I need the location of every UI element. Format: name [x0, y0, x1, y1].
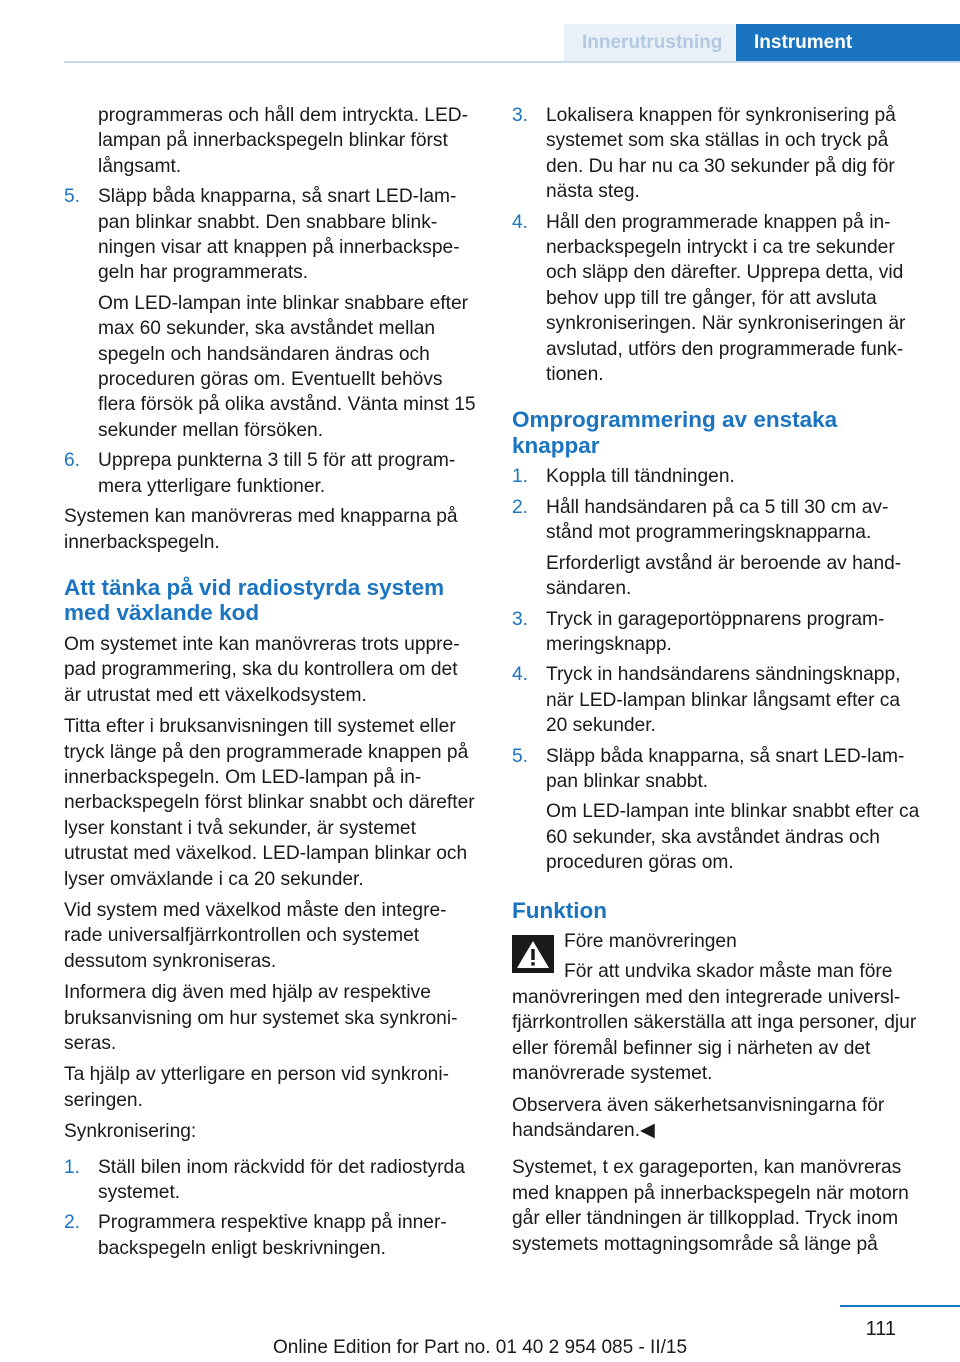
list-subtext: Om LED-lampan inte blinkar snabbare efter max 60 sekunder, ska avståndet mellan spegeln och handsändaren ändras och proceduren göras om. Eventuellt behövs flera försök på olika avstånd. Vänta minst 15 sekunder mellan försöken.: [98, 292, 476, 441]
list-text: Tryck in handsändarens sändningsknapp, när LED-lampan blinkar långsamt efter ca 20 sekunder.: [546, 664, 901, 737]
list-text: Upprepa punkterna 3 till 5 för att programmera ytterligare funktioner.: [98, 450, 456, 497]
warning-block: [512, 929, 926, 985]
paragraph: Vid system med växelkod måste den integrerade universalfjärrkontrollen och systemet dessutom synkroniseras.: [64, 899, 447, 972]
tab-innerutrustning[interactable]: Innerutrustning: [564, 24, 736, 62]
list-item: [512, 210, 926, 388]
list-number: 5.: [64, 186, 81, 208]
list-item: [512, 662, 926, 738]
list-text: Släpp båda knapparna, så snart LED-lampan blinkar snabbt. Den snabbare blinkningen visar att knappen på innerbackspegeln har programmerats.: [98, 186, 460, 284]
list-number: 2.: [512, 496, 529, 518]
left-column: [64, 103, 478, 1266]
paragraph: Systemen kan manövreras med knapparna på innerbackspegeln.: [64, 506, 458, 553]
list-number: 6.: [64, 450, 81, 472]
paragraph: Om systemet inte kan manövreras trots upprepad programmering, ska du kontrollera om det är utrustat med ett växelkodsystem.: [64, 633, 460, 706]
list-number: 4.: [512, 664, 529, 686]
footer-rule: [840, 1305, 960, 1307]
continued-text: programmeras och håll dem intryckta. LED-lampan på innerbackspegeln blinkar först långsamt.: [98, 105, 469, 177]
list-text: Håll handsändaren på ca 5 till 30 cm avstånd mot programmeringsknapparna.: [546, 496, 889, 544]
list-item: [64, 448, 478, 499]
list-number: 1.: [512, 466, 529, 488]
list-number: 3.: [512, 608, 529, 630]
list-text: Håll den programmerade knappen på innerbackspegeln intryckt i ca tre sekunder och släpp den därefter. Upprepa detta, vid behov upp till tre gånger, för att avsluta synkroniseringen. När synkroniseringen är avslutad, utförs den programmerade funktionen.: [546, 211, 906, 386]
list-text: Tryck in garageportöppnarens programmeringsknapp.: [546, 608, 885, 655]
paragraph: Systemet, t ex garageporten, kan manövreras med knappen på innerbackspegeln när motorn går eller tändningen är tillkopplad. Tryck inom systemets mottagningsområde så länge på: [512, 1157, 909, 1255]
list-subtext: Om LED-lampan inte blinkar snabbt efter ca 60 sekunder, ska avståndet ändras och proceduren göras om.: [546, 801, 920, 874]
list-number: 5.: [512, 745, 529, 767]
list-item: [512, 607, 926, 658]
list-text: Släpp båda knapparna, så snart LED-lampan blinkar snabbt.: [546, 745, 905, 792]
list-item: [64, 1210, 478, 1261]
right-column: [512, 103, 926, 1263]
tab-instrument[interactable]: Instrument: [736, 24, 960, 62]
list-text: Lokalisera knappen för synkronisering på systemet som ska ställas in och tryck på den. Du har nu ca 30 sekunder på dig för nästa steg.: [546, 105, 896, 203]
edition-footer: Online Edition for Part no. 01 40 2 954 085 - II/15: [272, 1337, 688, 1358]
list-text: Programmera respektive knapp på innerbackspegeln enligt beskrivningen.: [98, 1212, 447, 1259]
section-heading: Omprogrammering av enstaka knappar: [512, 407, 838, 458]
section-heading: Att tänka på vid radiostyrda system med växlande kod: [64, 574, 445, 626]
header-rule: [64, 61, 960, 63]
header-tabs: [564, 24, 960, 62]
list-text: Koppla till tändningen.: [546, 466, 735, 488]
list-item: [512, 103, 926, 205]
list-number: 2.: [64, 1212, 81, 1234]
list-number: 4.: [512, 211, 529, 233]
list-number: 1.: [64, 1156, 81, 1178]
section-heading: Funktion: [512, 897, 607, 923]
list-item: [512, 464, 926, 489]
paragraph: Observera även säkerhetsanvisningarna för handsändaren.◀: [512, 1094, 885, 1141]
warning-icon: [512, 935, 554, 973]
paragraph: Informera dig även med hjälp av respektive bruksanvisning om hur systemet ska synkroniseras.: [64, 982, 458, 1054]
list-subtext: Erforderligt avstånd är beroende av handsändaren.: [546, 552, 902, 600]
list-item: [512, 495, 926, 602]
list-number: 3.: [512, 105, 529, 126]
paragraph: Ta hjälp av ytterligare en person vid synkroniseringen.: [64, 1064, 450, 1111]
page-number: 111: [865, 1318, 896, 1340]
paragraph: Titta efter i bruksanvisningen till systemet eller tryck länge på den programmerade knappen på innerbackspegeln. Om LED-lampan på innerbackspegeln först blinkar snabbt och därefter lyser konstant i två sekunder, är systemet utrustat med växelkod. LED-lampan blinkar och lyser omväxlande i ca 20 sekunder.: [64, 716, 475, 890]
list-item: [64, 1155, 478, 1206]
paragraph: Synkronisering:: [64, 1121, 197, 1143]
list-item: [64, 184, 478, 443]
warning-title: Före manövreringen: [564, 931, 737, 953]
list-item: [512, 744, 926, 876]
warning-text-continued: manövreringen med den integrerade universlfjärrkontrollen säkerställa att inga personer, djur eller föremål befinner sig i närheten av det manövrerade systemet.: [512, 986, 917, 1085]
list-text: Ställ bilen inom räckvidd för det radiostyrda systemet.: [98, 1156, 465, 1204]
warning-text: För att undvika skador måste man före: [564, 961, 893, 983]
